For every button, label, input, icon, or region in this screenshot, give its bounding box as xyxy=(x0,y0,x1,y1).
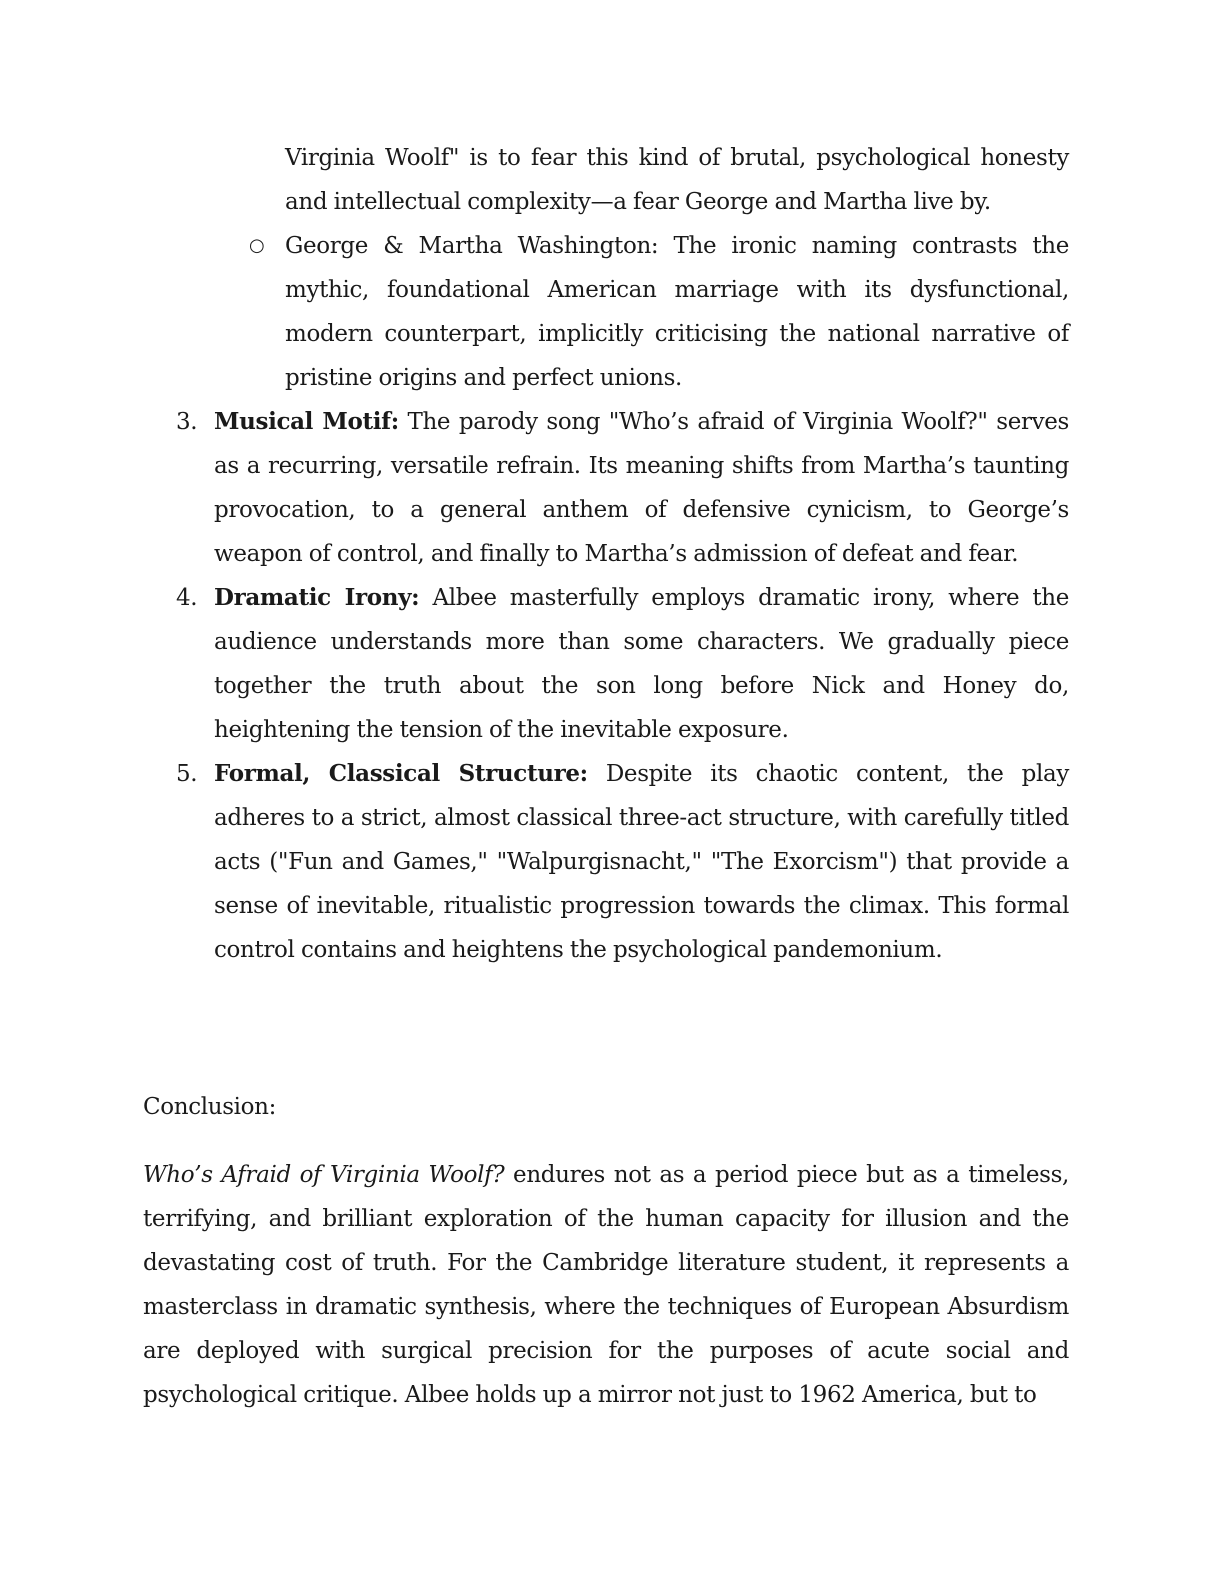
list-item-title: Musical Motif: xyxy=(214,408,399,435)
sub-list-continuation xyxy=(285,136,1069,224)
list-number: 5. xyxy=(176,761,198,787)
conclusion-body: endures not as a period piece but as a timeless, terrifying, and brilliant exploration of the human capacity for illusion and the devastating cost of truth. For the Cambridge literature student, it represents a masterclass in dramatic synthesis, where the techniques of European Absurdism are deployed with surgical precision for the purposes of acute social and psychological critique. Albee holds up a mirror not just to 1962 America, but to xyxy=(143,1162,1069,1408)
conclusion-heading: Conclusion: xyxy=(143,1094,277,1120)
play-title: Who’s Afraid of Virginia Woolf? xyxy=(143,1162,505,1188)
numbered-list-item xyxy=(176,400,1069,576)
conclusion-paragraph xyxy=(143,1153,1069,1417)
hollow-circle-bullet-icon: ○ xyxy=(249,235,265,256)
list-item-title: Dramatic Irony: xyxy=(214,584,420,611)
list-item-text: Despite its chaotic content, the play adheres to a strict, almost classical three-act structure, with carefully titled acts ("Fun and Games," "Walpurgisnacht," "The Exorcism") that provide a sense of inevitable, ritualistic progression towards the climax. This formal control contains and heightens the psychological pandemonium. xyxy=(214,761,1069,963)
list-number: 4. xyxy=(176,585,198,611)
list-item-text: The parody song "Who’s afraid of Virginia Woolf?" serves as a recurring, versatile refrain. Its meaning shifts from Martha’s taunting provocation, to a general anthem of defensive cynicism, to George’s weapon of control, and finally to Martha’s admission of defeat and fear. xyxy=(214,409,1069,567)
sub-list-item xyxy=(249,224,1069,400)
list-number: 3. xyxy=(176,409,198,435)
continuation-text: Virginia Woolf" is to fear this kind of brutal, psychological honesty and intellectual complexity—a fear George and Martha live by. xyxy=(285,145,1069,215)
numbered-list-item xyxy=(176,576,1069,752)
sub-list-item-text: George & Martha Washington: The ironic naming contrasts the mythic, foundational American marriage with its dysfunctional, modern counterpart, implicitly criticising the national narrative of pristine origins and perfect unions. xyxy=(285,233,1069,391)
list-item-title: Formal, Classical Structure: xyxy=(214,760,588,787)
list-item-text: Albee masterfully employs dramatic irony, where the audience understands more than some characters. We gradually piece together the truth about the son long before Nick and Honey do, heightening the tension of the inevitable exposure. xyxy=(214,585,1069,743)
numbered-list-item xyxy=(176,752,1069,972)
